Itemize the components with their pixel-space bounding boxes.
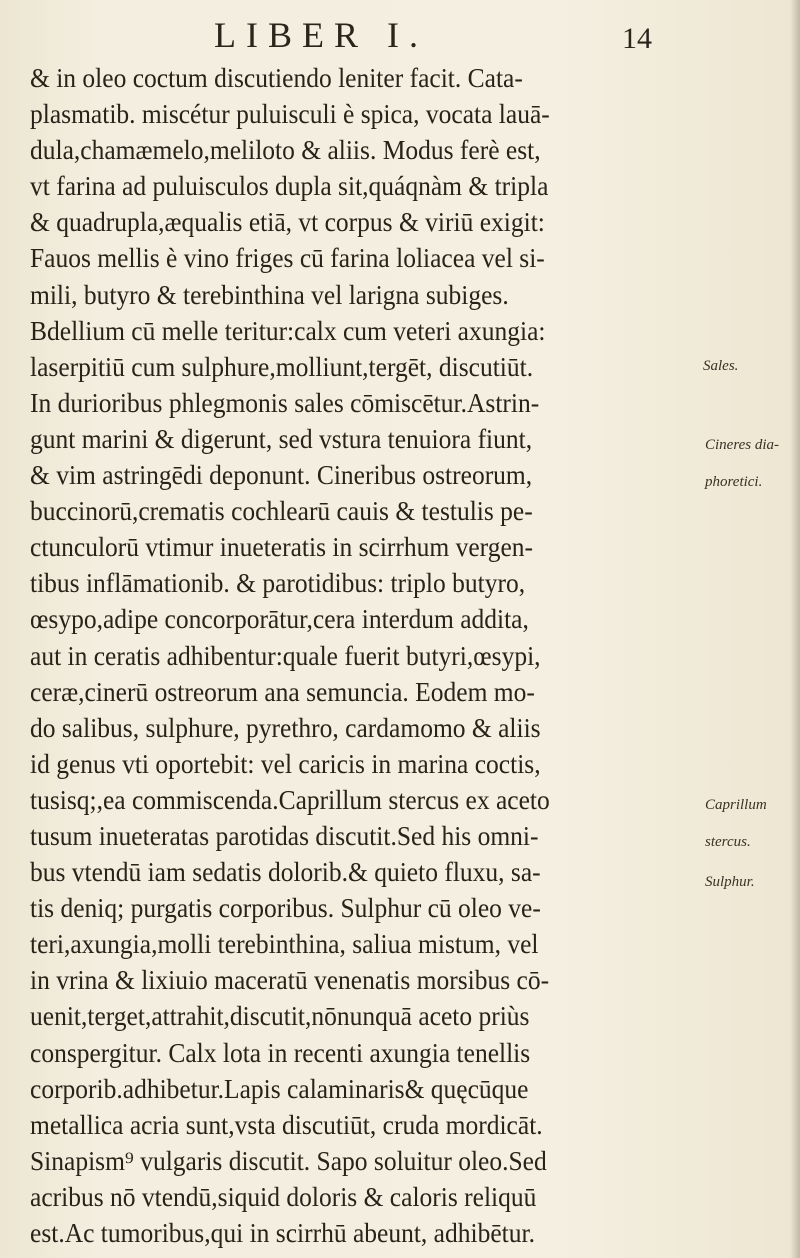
margin-note-sales: Sales. bbox=[703, 358, 739, 374]
text-line: plasmatib. miscétur puluisculi è spica, vocata lauā- bbox=[30, 99, 550, 130]
page-number: 14 bbox=[622, 22, 652, 55]
margin-note-sulphur: Sulphur. bbox=[705, 874, 755, 890]
margin-note-stercus: stercus. bbox=[705, 834, 751, 850]
text-line: & vim astringēdi deponunt. Cineribus ostreorum, bbox=[30, 460, 533, 491]
text-line: do salibus, sulphure, pyrethro, cardamomo & aliis bbox=[30, 712, 541, 743]
page-edge-shadow bbox=[790, 0, 800, 1258]
text-line: vt farina ad puluisculos dupla sit,quáqnàm & tripla bbox=[30, 171, 549, 202]
text-line: laserpitiū cum sulphure,molliunt,tergēt, discutiūt. bbox=[30, 351, 534, 382]
text-line: Sinapism⁹ vulgaris discutit. Sapo soluitur oleo.Sed bbox=[30, 1145, 547, 1176]
text-line: ctunculorū vtimur inueteratis in scirrhum vergen- bbox=[30, 532, 534, 563]
text-line: œsypo,adipe concorporātur,cera interdum addita, bbox=[30, 604, 529, 635]
text-line: tis deniq; purgatis corporibus. Sulphur cū oleo ve- bbox=[30, 893, 541, 924]
text-line: tibus inflāmationib. & parotidibus: triplo butyro, bbox=[30, 568, 526, 599]
text-line: acribus nō vtendū,siquid doloris & caloris reliquū bbox=[30, 1181, 537, 1212]
text-line: buccinorū,crematis cochlearū cauis & testulis pe- bbox=[30, 496, 533, 527]
text-line: aut in ceratis adhibentur:quale fuerit butyri,œsypi, bbox=[30, 640, 541, 671]
page-header bbox=[0, 8, 800, 58]
text-line: est.Ac tumoribus,qui in scirrhū abeunt, adhibētur. bbox=[30, 1218, 535, 1248]
text-line: conspergitur. Calx lota in recenti axungia tenellis bbox=[30, 1037, 531, 1068]
main-text-block bbox=[30, 60, 750, 1251]
text-line: dula,chamæmelo,meliloto & aliis. Modus ferè est, bbox=[30, 135, 541, 166]
text-line: In durioribus phlegmonis sales cōmiscētur.Astrin- bbox=[30, 387, 540, 418]
text-line: Bdellium cū melle teritur:calx cum veteri axungia: bbox=[30, 315, 546, 346]
text-line: teri,axungia,molli terebinthina, saliua mistum, vel bbox=[30, 929, 539, 960]
text-line: & in oleo coctum discutiendo leniter facit. Cata- bbox=[30, 63, 523, 93]
margin-note-caprillum: Caprillum bbox=[705, 797, 767, 813]
margin-note-cineres-cont: phoretici. bbox=[705, 474, 763, 490]
text-line: tusum inueteratas parotidas discutit.Sed his omni- bbox=[30, 820, 539, 851]
text-line: tusisq;,ea commiscenda.Caprillum stercus ex aceto bbox=[30, 784, 550, 815]
text-line: in vrina & lixiuio maceratū venenatis morsibus cō- bbox=[30, 965, 550, 996]
margin-note-cineres: Cineres dia- bbox=[705, 437, 780, 453]
running-head: LIBER I. bbox=[214, 15, 428, 55]
text-line: & quadrupla,æqualis etiā, vt corpus & viriū exigit: bbox=[30, 207, 545, 238]
text-line: bus vtendū iam sedatis dolorib.& quieto fluxu, sa- bbox=[30, 857, 541, 888]
text-line: id genus vti oportebit: vel caricis in marina coctis, bbox=[30, 748, 541, 779]
text-line: uenit,terget,attrahit,discutit,nōnunquā aceto priùs bbox=[30, 1001, 530, 1032]
text-line: ceræ,cinerū ostreorum ana semuncia. Eodem mo- bbox=[30, 676, 535, 707]
text-line: Fauos mellis è vino friges cū farina loliacea vel si- bbox=[30, 243, 545, 274]
text-line: mili, butyro & terebinthina vel larigna subiges. bbox=[30, 279, 509, 310]
text-line: gunt marini & digerunt, sed vstura tenuiora fiunt, bbox=[30, 423, 533, 454]
text-line: metallica acria sunt,vsta discutiūt, cruda mordicāt. bbox=[30, 1109, 543, 1140]
text-line: corporib.adhibetur.Lapis calaminaris& quęcūque bbox=[30, 1073, 529, 1104]
